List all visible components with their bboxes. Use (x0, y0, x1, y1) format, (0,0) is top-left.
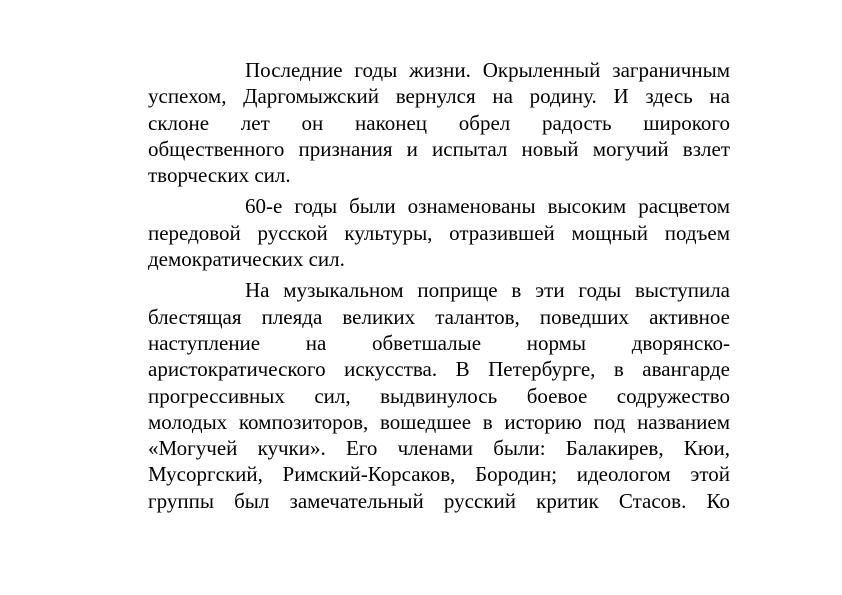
paragraph-line: наступление на обветшалые нормы дворянско- (148, 330, 730, 355)
paragraph-last-years (148, 57, 730, 188)
paragraph-line: передовой русской культуры, отразившей мощный подъем (148, 220, 730, 245)
paragraph-line: блестящая плеяда великих талантов, поведших активное (148, 304, 730, 329)
paragraph-line: успехом, Даргомыжский вернулся на родину. И здесь на (148, 84, 730, 109)
paragraph-line: аристократического искусства. В Петербурге, в авангарде (148, 357, 730, 382)
paragraph-line: Последние годы жизни. Окрыленный заграничным (245, 58, 730, 82)
paragraph-line: творческих сил. (148, 163, 291, 188)
paragraph-line: прогрессивных сил, выдвинулось боевое содружество (148, 383, 730, 408)
paragraph-line: Мусоргский, Римский-Корсаков, Бородин; идеологом этой (148, 462, 730, 487)
paragraph-line: молодых композиторов, вошедшее в историю под названием (148, 409, 730, 434)
paragraph-line: На музыкальном поприще в эти годы выступила (245, 278, 730, 303)
paragraph-line: демократических сил. (148, 247, 345, 272)
paragraph-line: «Могучей кучки». Его членами были: Балакирев, Кюи, (148, 436, 730, 461)
paragraph-line: склоне лет он наконец обрел радость широкого (148, 110, 730, 135)
paragraph-mighty-handful (148, 277, 730, 514)
paragraph-line: общественного признания и испытал новый могучий взлет (148, 136, 730, 161)
paragraph-sixties (148, 193, 730, 272)
document-body (148, 57, 730, 519)
paragraph-line: группы был замечательный русский критик Стасов. Ко (148, 488, 730, 513)
paragraph-line: 60-е годы были ознаменованы высоким расцветом (245, 194, 730, 219)
